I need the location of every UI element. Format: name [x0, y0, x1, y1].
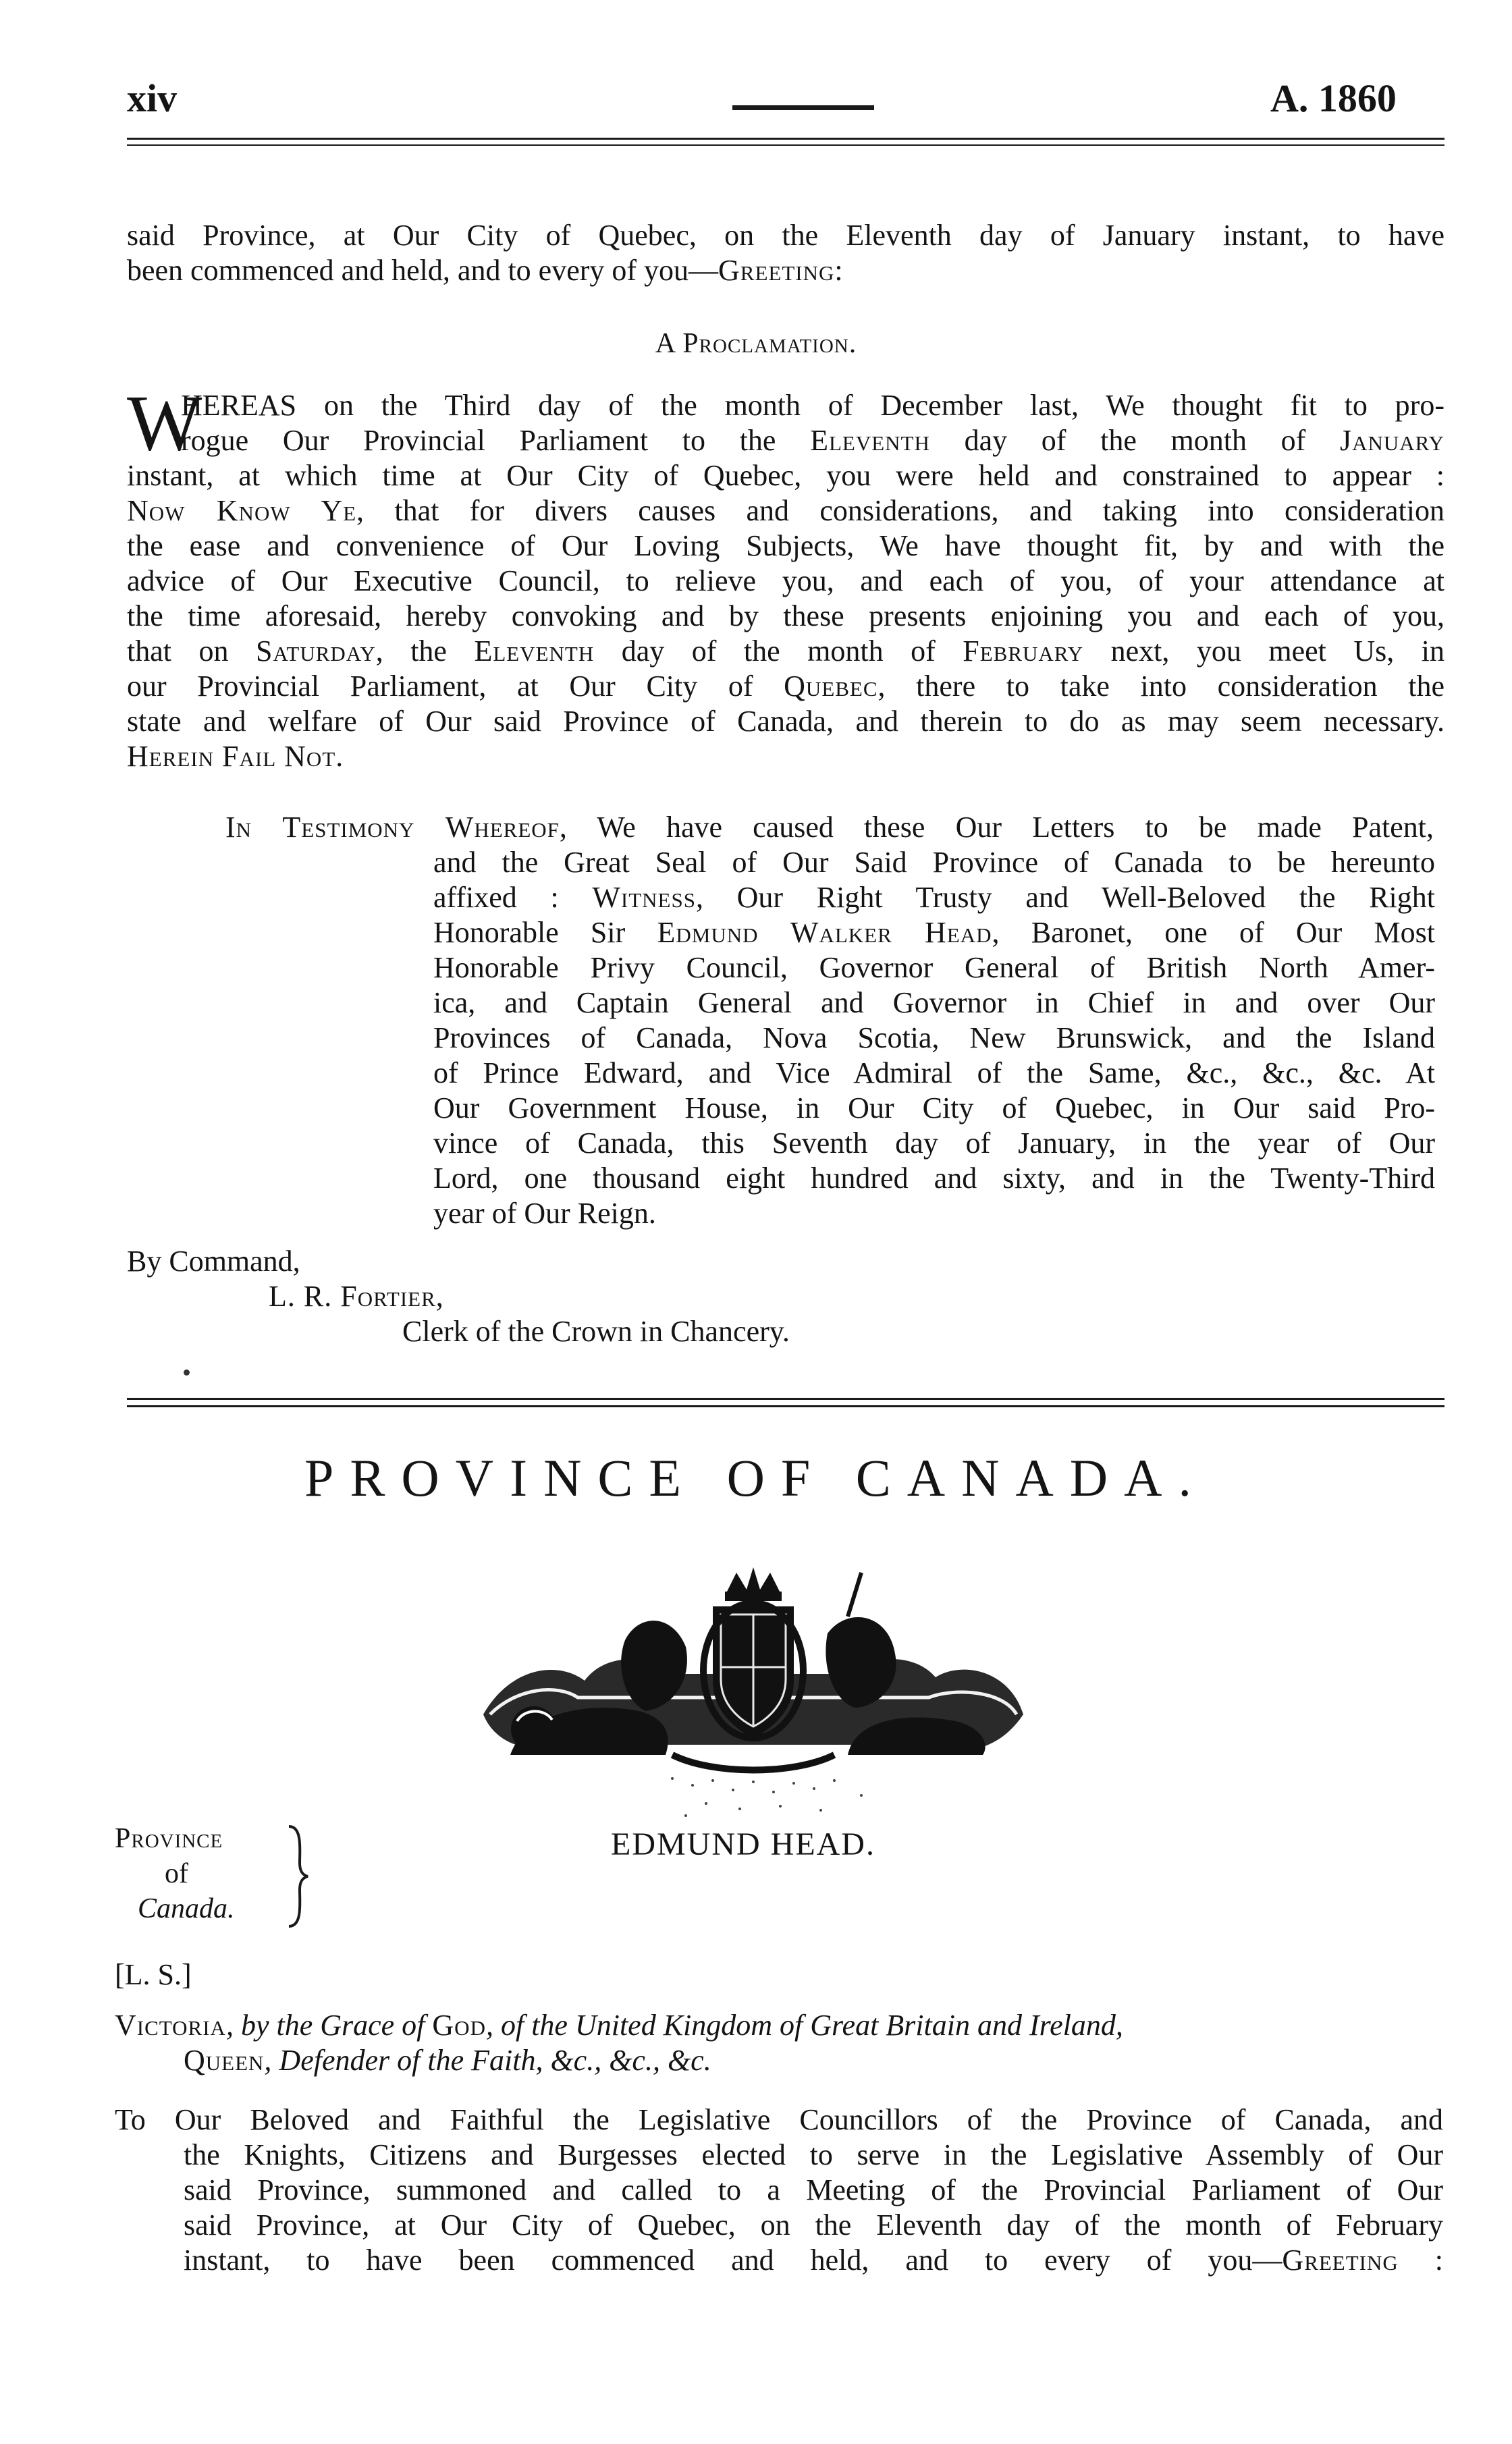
royal-arms-icon	[470, 1552, 1037, 1832]
victoria-word: Victoria	[115, 2009, 226, 2042]
brace-icon	[285, 1822, 312, 1930]
whereas-text: rogue Our Provincial Parliament to the	[181, 424, 811, 457]
header-dash	[732, 105, 874, 110]
testimony-line: Provinces of Canada, Nova Scotia, New Brunswick, and the Island	[433, 1021, 1435, 1054]
stray-dot	[184, 1369, 190, 1376]
address-paragraph	[115, 2102, 1443, 2278]
proclamation-heading: A Proclamation.	[655, 328, 857, 359]
signatory-name: L. R. Fortier,	[269, 1280, 444, 1313]
testimony-text: , Baronet, one of Our Most	[992, 916, 1435, 949]
testimony-line: vince of Canada, this Seventh day of January, in the year of Our	[433, 1126, 1435, 1160]
opening-line	[127, 253, 1444, 288]
victoria-title	[115, 2008, 1123, 2043]
testimony-line	[433, 915, 1435, 950]
whereas-line	[127, 423, 1444, 458]
testimony-line: Our Government House, in Our City of Quebec, in Our said Pro-	[433, 1091, 1435, 1124]
header-rule	[127, 138, 1444, 140]
opening-colon: :	[834, 254, 843, 287]
address-body	[184, 2138, 1443, 2278]
january-word: January	[1339, 424, 1444, 457]
whereas-text: day of the month of	[929, 424, 1340, 457]
opening-line: said Province, at Our City of Quebec, on the Eleventh day of January instant, to have	[127, 219, 1444, 252]
whereas-line: the time aforesaid, hereby convoking and by these presents enjoining you and each of you,	[127, 599, 1444, 632]
in-testimony: In Testimony Whereof	[225, 811, 560, 844]
queen-text: , Defender of the Faith, &c., &c., &c.	[264, 2044, 711, 2077]
drop-cap: W	[127, 379, 202, 467]
testimony-first-line	[225, 810, 1434, 845]
of-word: of	[165, 1858, 188, 1889]
section-rule	[127, 1405, 1444, 1407]
testimony-text: , We have caused these Our Letters to be made Patent,	[559, 811, 1434, 844]
queen-title	[184, 2043, 711, 2078]
greeting-word: Greeting	[1282, 2244, 1399, 2277]
whereas-text: , that for divers causes and considerations, and taking into consideration	[356, 494, 1444, 527]
whereas-line: state and welfare of Our said Province of Canada, and therein to do as may seem necessary.	[127, 705, 1444, 738]
governor-full-name: Edmund Walker Head	[657, 916, 992, 949]
testimony-text: Honorable Sir	[433, 916, 657, 949]
whereas-paragraph	[127, 379, 1445, 774]
province-side-label	[115, 1822, 331, 1937]
whereas-line: the ease and convenience of Our Loving Subjects, We have thought fit, by and with the	[127, 529, 1444, 562]
victoria-text: , by the Grace of	[225, 2009, 433, 2042]
year-label: A. 1860	[1270, 76, 1397, 120]
saturday-word: Saturday	[255, 634, 376, 668]
whereas-line	[127, 493, 1444, 528]
province-title: PROVINCE OF CANADA.	[304, 1448, 1208, 1507]
february-word: February	[963, 634, 1084, 668]
whereas-text: our Provincial Parliament, at Our City of	[127, 670, 784, 703]
quebec-word: Quebec	[784, 670, 878, 703]
seal-mark: [L. S.]	[115, 1958, 192, 1991]
opening-paragraph	[127, 218, 1444, 288]
eleventh-word: Eleventh	[810, 424, 930, 457]
address-line: said Province, at Our City of Quebec, on the Eleventh day of the month of February	[184, 2208, 1443, 2242]
section-rule	[127, 1398, 1444, 1400]
canada-word: Canada.	[138, 1893, 235, 1924]
address-colon: :	[1398, 2244, 1443, 2277]
greeting-word: Greeting	[718, 254, 835, 287]
whereas-line	[127, 388, 1444, 423]
by-command: By Command,	[127, 1245, 300, 1278]
page-number: xiv	[127, 76, 178, 120]
testimony-line	[433, 880, 1435, 915]
testimony-body	[433, 845, 1435, 1231]
victoria-text: , of the United Kingdom of Great Britain and Ireland,	[485, 2009, 1123, 2042]
herein-fail-not: Herein Fail Not.	[127, 740, 344, 773]
address-line: said Province, summoned and called to a Meeting of the Provincial Parliament of Our	[184, 2173, 1443, 2206]
opening-text: been commenced and held, and to every of you—	[127, 254, 719, 287]
whereas-text: on the Third day of the month of December last, We thought fit to pro-	[296, 389, 1444, 422]
header-rule-thin	[127, 144, 1444, 146]
whereas-line: instant, at which time at Our City of Quebec, you were held and constrained to appear :	[127, 459, 1444, 492]
whereas-line: advice of Our Executive Council, to relieve you, and each of you, of your attendance at	[127, 564, 1444, 597]
testimony-line: Honorable Privy Council, Governor General of British North Amer-	[433, 951, 1435, 984]
testimony-line: year of Our Reign.	[433, 1197, 656, 1230]
whereas-text: that on	[127, 634, 256, 668]
address-text: instant, to have been commenced and held, and to every of you—	[184, 2244, 1282, 2277]
know-ye: Now Know Ye	[127, 494, 357, 527]
whereas-text: next, you meet Us, in	[1083, 634, 1444, 668]
address-line: To Our Beloved and Faithful the Legislative Councillors of the Province of Canada, and	[115, 2103, 1443, 2136]
whereas-line	[127, 634, 1444, 669]
whereas-word: HEREAS	[181, 389, 297, 422]
whereas-text: , there to take into consideration the	[878, 670, 1445, 703]
governor-name: EDMUND HEAD.	[611, 1826, 875, 1862]
god-word: God	[432, 2009, 486, 2042]
queen-word: Queen	[184, 2044, 265, 2077]
testimony-text: , Our Right Trusty and Well-Beloved the Right	[695, 881, 1435, 914]
province-word: Province	[115, 1823, 223, 1854]
eleventh-word: Eleventh	[474, 634, 595, 668]
address-line	[184, 2243, 1443, 2278]
testimony-text: affixed :	[433, 881, 593, 914]
testimony-line: of Prince Edward, and Vice Admiral of the Same, &c., &c., &c. At	[433, 1056, 1435, 1089]
whereas-text: , the	[375, 634, 475, 668]
signatory-title: Clerk of the Crown in Chancery.	[402, 1315, 790, 1348]
testimony-line: and the Great Seal of Our Said Province of Canada to be hereunto	[433, 846, 1435, 879]
witness-word: Witness	[592, 881, 696, 914]
whereas-text: day of the month of	[594, 634, 963, 668]
address-line: the Knights, Citizens and Burgesses elected to serve in the Legislative Assembly of Our	[184, 2138, 1443, 2171]
whereas-line	[127, 669, 1444, 704]
testimony-line: ica, and Captain General and Governor in Chief in and over Our	[433, 986, 1435, 1019]
testimony-line: Lord, one thousand eight hundred and sixty, and in the Twenty-Third	[433, 1162, 1435, 1195]
